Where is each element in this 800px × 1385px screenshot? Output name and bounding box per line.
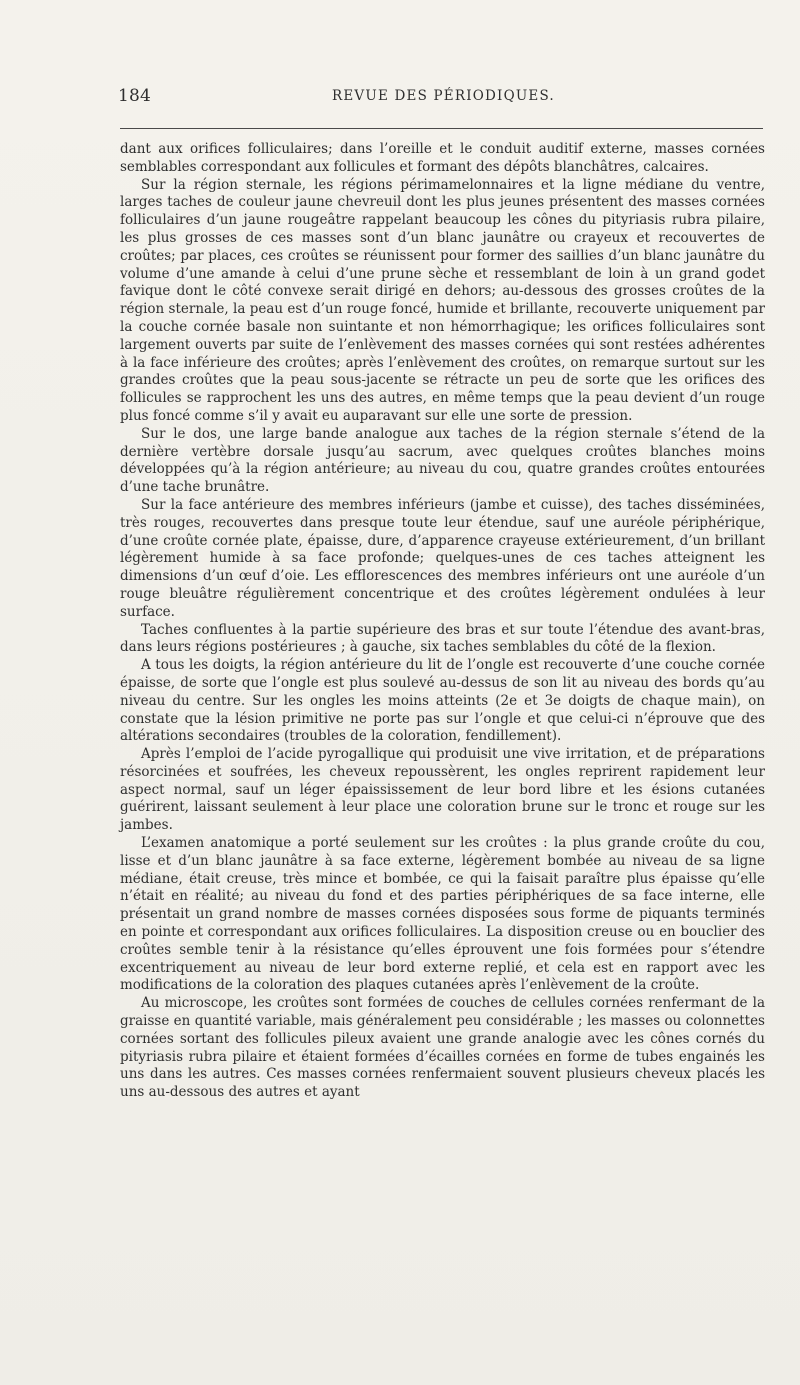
paragraph: Taches confluentes à la partie supérieure des bras et sur toute l’étendue des avant-bras, dans leurs régions postérieures ; à gauche, six taches semblables du côté de la flexion. [120,621,765,656]
paragraph: Au microscope, les croûtes sont formées de couches de cellules cornées renfermant de la graisse en quantité variable, mais généralement peu considérable ; les masses ou colonnettes cornées sortant des follicules pileux avaient une grande analogie avec les cônes cornés du pityriasis rubra pilaire et étaient formées d’écailles cornées en forme de tubes engainés les uns dans les autres. Ces masses cornées renfermaient souvent plusieurs cheveux placés les uns au-dessous des autres et ayant [120,995,765,1101]
paragraph: Sur la région sternale, les régions périmamelonnaires et la ligne médiane du ventre, larges taches de couleur jaune chevreuil dont les plus jeunes présentent des masses cornées folliculaires d’un jaune rougeâtre rappelant beaucoup les cônes du pityriasis rubra pilaire, les plus grosses de ces masses sont d’un blanc jaunâtre ou crayeux et recouvertes de croûtes; par places, ces croûtes se réunissent pour former des saillies d’un blanc jaunâtre du volume d’une amande à celui d’une prune sèche et ressemblant de loin à un grand godet favique dont le côté convexe serait dirigé en dehors; au-dessous des grosses croûtes de la région sternale, la peau est d’un rouge foncé, humide et brillante, recouverte uniquement par la couche cornée basale non suintante et non hémorrhagique; les orifices folliculaires sont largement ouverts par suite de l’enlèvement des masses cornées qui sont restées adhérentes à la face inférieure des croûtes; après l’enlèvement des croûtes, on remarque surtout sur les grandes croûtes que la peau sous-jacente se rétracte un peu de sorte que les orifices des follicules se rapprochent les uns des autres, en même temps que la peau devient d’un rouge plus foncé comme s’il y avait eu auparavant sur elle une sorte de pression. [120,176,765,424]
page-number: 184 [118,86,152,106]
paragraph: Sur le dos, une large bande analogue aux taches de la région sternale s’étend de la dernière vertèbre dorsale jusqu’au sacrum, avec quelques croûtes blanches moins développées qu’à la région antérieure; au niveau du cou, quatre grandes croûtes entourées d’une tache brunâtre. [120,425,765,496]
header-rule [120,128,763,129]
running-head: REVUE DES PÉRIODIQUES. [332,88,555,104]
paragraph: L’examen anatomique a porté seulement sur les croûtes : la plus grande croûte du cou, lisse et d’un blanc jaunâtre à sa face externe, légèrement bombée au niveau de sa ligne médiane, était creuse, très mince et bombée, ce qui la faisait paraître plus épaisse qu’elle n’était en réalité; au niveau du fond et des parties périphériques de sa face interne, elle présentait un grand nombre de masses cornées disposées sous forme de piquants terminés en pointe et correspondant aux orifices folliculaires. La disposition creuse ou en bouclier des croûtes semble tenir à la résistance qu’elles éprouvent une fois formées pour s’étendre excentriquement au niveau de leur bord externe replié, et cela est en rapport avec les modifications de la coloration des plaques cutanées après l’enlèvement de la croûte. [120,835,765,994]
paragraph: Sur la face antérieure des membres inférieurs (jambe et cuisse), des taches disséminées, très rouges, recouvertes dans presque toute leur étendue, sauf une auréole périphérique, d’une croûte cornée plate, épaisse, dure, d’apparence crayeuse extérieurement, d’un brillant légèrement humide à sa face profonde; quelques-unes de ces taches atteignent les dimensions d’un œuf d’oie. Les efflorescences des membres inférieurs ont une auréole d’un rouge bleuâtre régulièrement concentrique et des croûtes légèrement ondulées à leur surface. [120,496,765,620]
page-header [118,86,763,116]
paragraph: dant aux orifices folliculaires; dans l’oreille et le conduit auditif externe, masses cornées semblables correspondant aux follicules et formant des dépôts blanchâtres, calcaires. [120,141,765,175]
paragraph: Après l’emploi de l’acide pyrogallique qui produisit une vive irritation, et de préparations résorcinées et soufrées, les cheveux repoussèrent, les ongles reprirent rapidement leur aspect normal, sauf un léger épaississement de leur bord libre et les ésions cutanées guérirent, laissant seulement à leur place une coloration brune sur le tronc et rouge sur les jambes. [120,746,765,834]
article-body [120,141,765,1102]
paragraph: A tous les doigts, la région antérieure du lit de l’ongle est recouverte d’une couche cornée épaisse, de sorte que l’ongle est plus soulevé au-dessus de son lit au niveau des bords qu’au niveau du centre. Sur les ongles les moins atteints (2e et 3e doigts de chaque main), on constate que la lésion primitive ne porte pas sur l’ongle et que celui-ci n’éprouve que des altérations secondaires (troubles de la coloration, fendillement). [120,657,765,745]
